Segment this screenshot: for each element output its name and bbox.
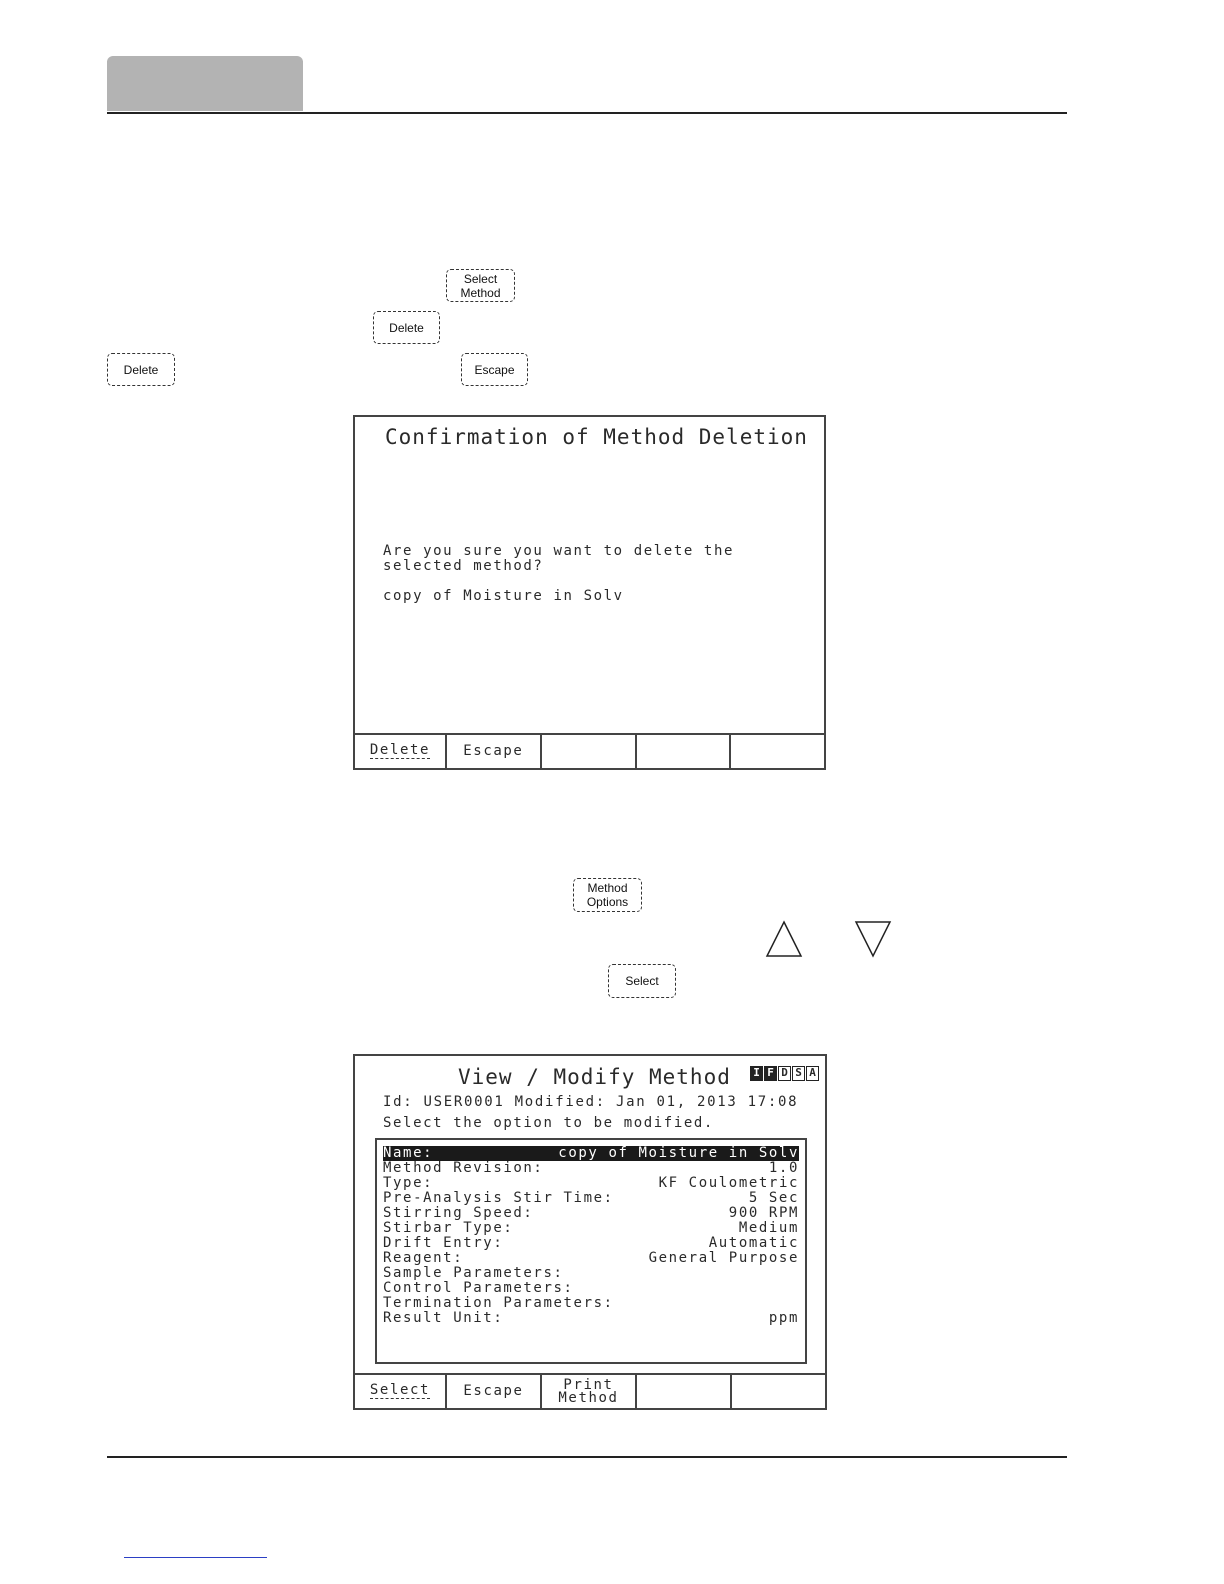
- softkey-blank-5b[interactable]: [732, 1375, 825, 1408]
- confirm-question-line1: Are you sure you want to delete the: [383, 543, 735, 559]
- footer-link-underline[interactable]: [124, 1557, 267, 1558]
- list-item-control-parameters[interactable]: Control Parameters:: [383, 1280, 574, 1296]
- method-id-line: Id: USER0001 Modified: Jan 01, 2013 17:08: [383, 1094, 799, 1110]
- list-item-stirbar-type[interactable]: Stirbar Type: Medium: [383, 1220, 799, 1236]
- status-badge-s: S: [792, 1066, 805, 1081]
- modify-screen-title: View / Modify Method: [458, 1065, 731, 1089]
- down-arrow-icon[interactable]: [854, 920, 892, 958]
- softkey-escape-label: Escape: [463, 743, 524, 759]
- softkey-delete-label: Delete: [369, 742, 431, 758]
- confirm-screen-title: Confirmation of Method Deletion: [385, 425, 808, 449]
- escape-key[interactable]: [461, 353, 528, 386]
- method-options-key[interactable]: [573, 878, 642, 912]
- list-item-method-revision[interactable]: Method Revision: 1.0: [383, 1160, 799, 1176]
- select-method-key-line1: Select: [463, 271, 498, 286]
- delete-key-label: Delete: [389, 320, 424, 335]
- list-item-stir-time[interactable]: Pre-Analysis Stir Time: 5 Sec: [383, 1190, 799, 1206]
- softkey-escape-2-label: Escape: [463, 1383, 524, 1399]
- status-badge-a: A: [806, 1066, 819, 1081]
- list-item-type[interactable]: Type: KF Coulometric: [383, 1175, 799, 1191]
- status-badges: [750, 1066, 819, 1081]
- softkey-delete[interactable]: [355, 735, 447, 768]
- softkey-blank-4[interactable]: [637, 735, 732, 768]
- confirm-softkey-bar: [355, 733, 824, 768]
- softkey-blank-4b[interactable]: [637, 1375, 732, 1408]
- instruction-text: Select the option to be modified.: [383, 1115, 714, 1131]
- list-item-drift-entry[interactable]: Drift Entry: Automatic: [383, 1235, 799, 1251]
- softkey-select[interactable]: [355, 1375, 447, 1408]
- softkey-blank-3[interactable]: [542, 735, 637, 768]
- softkey-blank-5[interactable]: [731, 735, 824, 768]
- modify-softkey-bar: [355, 1373, 825, 1408]
- view-modify-method-screen: [353, 1054, 827, 1410]
- select-method-key-line2: Method: [460, 285, 501, 300]
- softkey-print-line1: Print: [563, 1376, 614, 1393]
- status-badge-d: D: [778, 1066, 791, 1081]
- method-options-key-line2: Options: [586, 895, 629, 909]
- softkey-print-method[interactable]: [542, 1375, 637, 1408]
- header-tab: [107, 56, 303, 111]
- confirm-question-line2: selected method?: [383, 558, 544, 574]
- list-item-result-unit[interactable]: Result Unit: ppm: [383, 1310, 799, 1326]
- header-rule: [107, 112, 1067, 114]
- select-key-label: Select: [625, 974, 659, 988]
- confirm-deletion-screen: [353, 415, 826, 770]
- softkey-escape-2[interactable]: [447, 1375, 542, 1408]
- list-item-reagent[interactable]: Reagent: General Purpose: [383, 1250, 799, 1266]
- delete-key[interactable]: [373, 311, 440, 344]
- list-item-sample-parameters[interactable]: Sample Parameters:: [383, 1265, 564, 1281]
- select-key[interactable]: [608, 964, 676, 998]
- method-options-key-line1: Method: [587, 881, 628, 895]
- confirm-method-name: copy of Moisture in Solv: [383, 588, 624, 604]
- softkey-select-label: Select: [369, 1382, 431, 1398]
- list-item-name[interactable]: Name: copy of Moisture in Solv: [383, 1145, 799, 1161]
- softkey-print-line2: Method: [558, 1389, 619, 1406]
- footer-rule: [107, 1456, 1067, 1458]
- status-badge-i: I: [750, 1066, 763, 1081]
- up-arrow-icon[interactable]: [765, 920, 803, 958]
- status-badge-f: F: [764, 1066, 777, 1081]
- delete-key-confirm-label: Delete: [123, 362, 159, 377]
- list-item-stirring-speed[interactable]: Stirring Speed: 900 RPM: [383, 1205, 799, 1221]
- escape-key-label: Escape: [474, 362, 515, 377]
- softkey-escape[interactable]: [447, 735, 542, 768]
- method-options-list: [375, 1138, 807, 1364]
- delete-key-confirm[interactable]: [107, 353, 175, 386]
- list-item-termination-parameters[interactable]: Termination Parameters:: [383, 1295, 614, 1311]
- select-method-key[interactable]: [446, 269, 515, 302]
